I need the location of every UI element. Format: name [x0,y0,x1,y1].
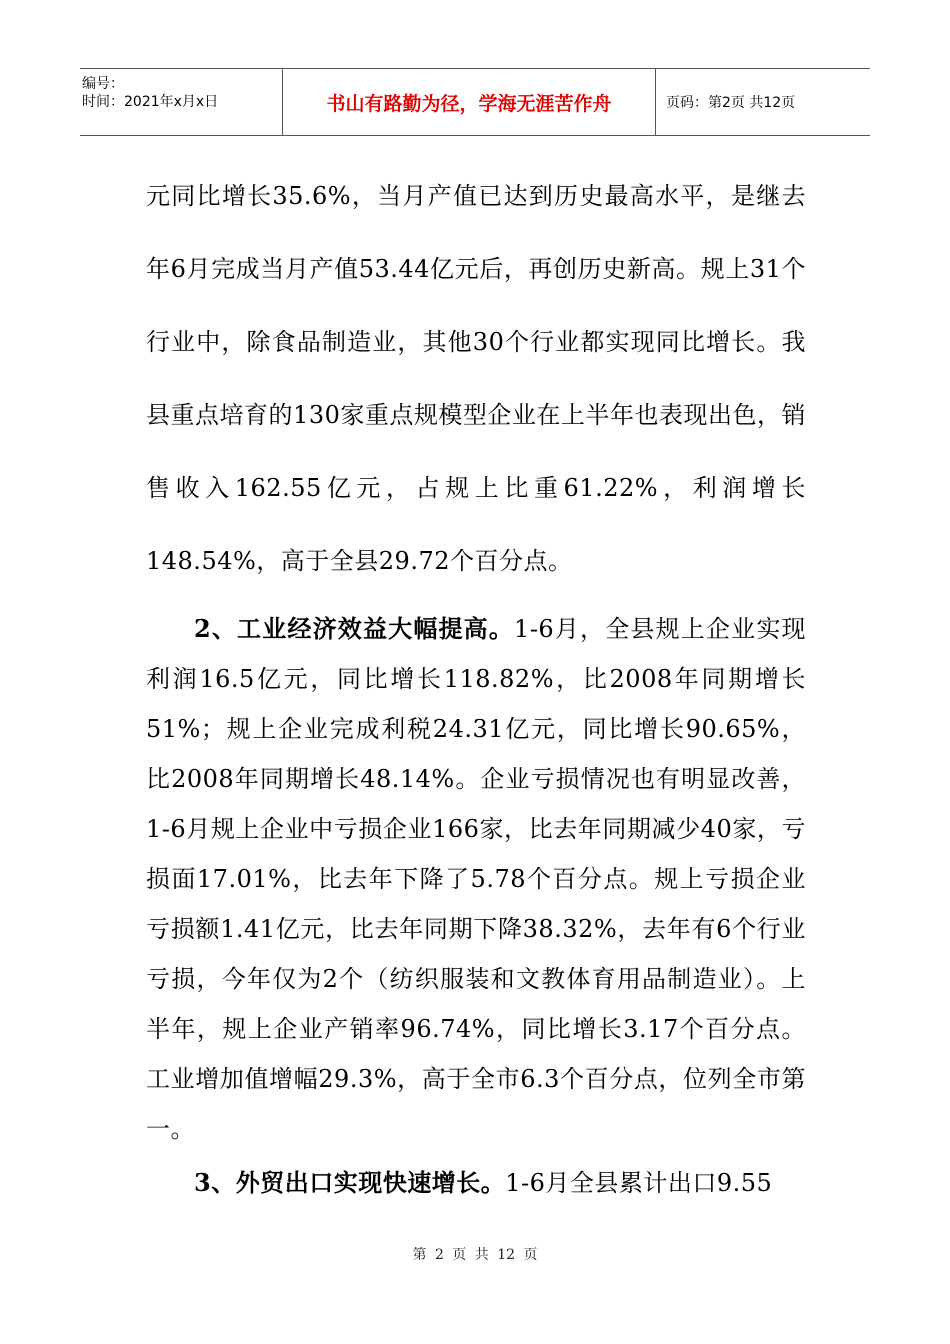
page-footer: 第 2 页 共 12 页 [412,1247,538,1263]
document-time-label: 时间：2021年x月x日 [82,94,219,110]
paragraph-continuation: 元同比增长35.6%，当月产值已达到历史最高水平，是继去年6月完成当月产值53.44亿元后，再创历史新高。规上31个行业中，除食品制造业，其他30个行业都实现同比增长。我县重点培育的130家重点规模型企业在上半年也表现出色，销售收入162.55亿元，占规上比重61.22%，利润增长148.54%，高于全县29.72个百分点。 [146,182,806,575]
paragraph-industrial-benefits [146,604,806,1154]
paragraph-text-2: 1-6月，全县规上企业实现利润16.5亿元，同比增长118.82%，比2008年同期增长51%；规上企业完成利税24.31亿元，同比增长90.65%，比2008年同期增长48.14%。企业亏损情况也有明显改善，1-6月规上企业中亏损企业166家，比去年同期减少40家，亏损面17.01%，比去年下降了5.78个百分点。规上亏损企业亏损额1.41亿元，比去年同期下降38.32%，去年有6个行业亏损，今年仅为2个（纺织服装和文教体育用品制造业）。上半年，规上企业产销率96.74%，同比增长3.17个百分点。工业增加值增幅29.3%，高于全市6.3个百分点，位列全市第一。 [146,615,806,1143]
paragraph-foreign-trade [146,1158,806,1208]
document-number-label: 编号： [82,76,124,92]
header-motto: 书山有路勤为径，学海无涯苦作舟 [282,69,656,135]
section-heading-3: 3、外贸出口实现快速增长。 [194,1168,506,1197]
header-page-info: 页码：第2页 共12页 [666,95,796,111]
header-meta [80,69,282,135]
document-body [146,160,806,1208]
paragraph-text-3: 1-6月全县累计出口9.55 [505,1169,773,1197]
page-header [80,68,870,136]
section-heading-2: 2、工业经济效益大幅提高。 [194,614,515,643]
